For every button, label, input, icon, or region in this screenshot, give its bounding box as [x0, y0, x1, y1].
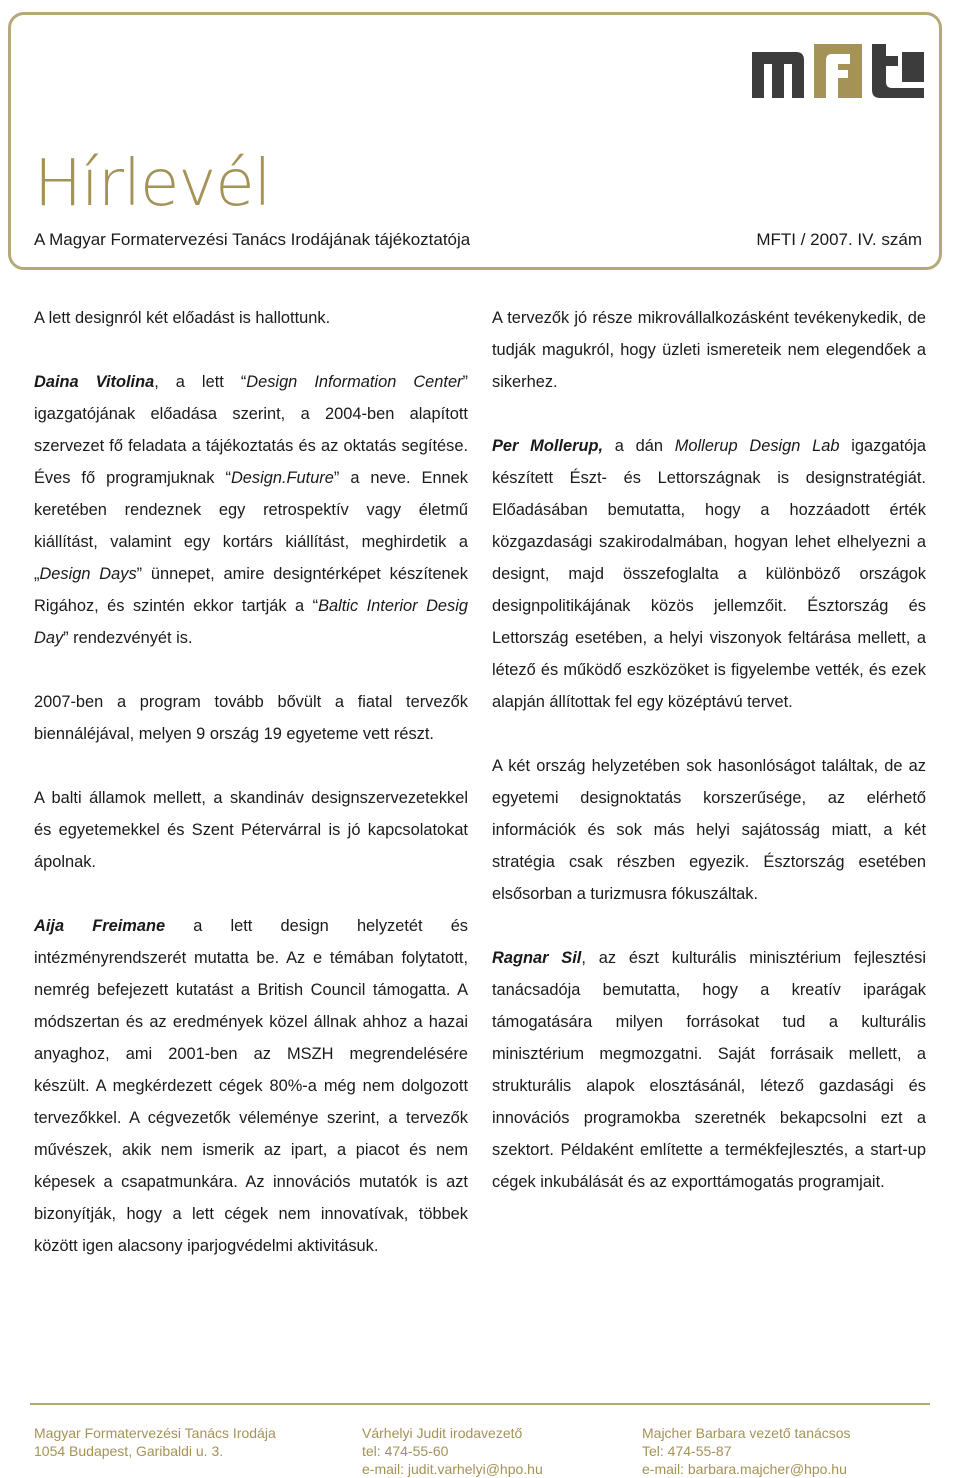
left-column [34, 302, 468, 1294]
emphasis-text: Design Days [39, 565, 137, 583]
mft-logo [752, 44, 924, 98]
newsletter-title: Hírlevél [34, 147, 271, 221]
footer-contact-2 [642, 1424, 851, 1478]
emphasis-text: Design.Future [230, 469, 334, 487]
footer-office-name: Magyar Formatervezési Tanács Irodája [34, 1425, 276, 1441]
body-text: a dán [603, 437, 675, 455]
logo-letter-m [752, 52, 804, 98]
footer-office [34, 1424, 276, 1460]
body-text: igazgatója készített Észt- és Lettországnak is designstratégiát. Előadásában bemutatta, hogy a hozzáadott érték közgazdasági szakirodalmában, hogyan lehet elhelyezni a designt, majd összefoglalta a különböző országok designpolitikájának közös jellemzőit. Észtország és Lettország esetében, a helyi viszonyok feltárása mellett, a létező és működő eszközöket is figyelembe vették, és ezek alapján állítottak fel egy középtávú tervet. [492, 437, 926, 711]
emphasis-text: Ragnar Sil [492, 949, 582, 967]
emphasis-text: Daina Vitolina [34, 373, 155, 391]
body-text: 2007-ben a program tovább bővült a fiatal tervezők biennáléjával, melyen 9 ország 19 egyeteme vett részt. [34, 693, 468, 743]
emphasis-text: Mollerup Design Lab [674, 437, 840, 455]
body-text: A balti államok mellett, a skandináv designszervezetekkel és egyetemekkel és Szent Pétervárral is jó kapcsolatokat ápolnak. [34, 789, 468, 871]
footer-contact-1-phone: tel: 474-55-60 [362, 1443, 449, 1459]
footer-contact-2-name: Majcher Barbara vezető tanácsos [642, 1425, 851, 1441]
issue-number: MFTI / 2007. IV. szám [756, 230, 922, 249]
footer-office-address: 1054 Budapest, Garibaldi u. 3. [34, 1443, 224, 1459]
body-text: , az észt kulturális minisztérium fejlesztési tanácsadója bemutatta, hogy a kreatív iparágak támogatására milyen forrásokat tud a kulturális minisztérium megmozgatni. Saját forrásaik mellett, a strukturális alapok elosztásánál, létező gazdasági és innovációs programokba szeretnék bekapcsolni ezt a szektort. Példaként említette a termékfejlesztés, a start-up cégek inkubálását és az exporttámogatás programjait. [492, 949, 926, 1191]
paragraph [34, 686, 468, 750]
paragraph [492, 302, 926, 398]
body-text: a lett design helyzetét és intézményrendszerét mutatta be. Az e témában folytatott, nemrég befejezett kutatást a British Council támogatta. A módszertan és az eredmények közel állnak ahhoz a hazai anyaghoz, ami 2001-ben az MSZH megrendelésére készült. A megkérdezett cégek 80%-a még nem dolgozott tervezőkkel. A cégvezetők véleménye szerint, a tervezők művészek, akik nem ismerik az ipart, a piacot és nem képesek a csapatmunkára. Az innovációs mutatók is azt bizonyítják, hogy a lett cégek nem innovatívak, többek között igen alacsony iparjogvédelmi aktivitásuk. [34, 917, 468, 1255]
body-text: ” a neve. Ennek keretében rendeznek egy retrospektív vagy életmű kiállítást, valamint egy kortárs kiállítást, meghirdetik a „ [34, 469, 468, 583]
footer-contact-2-email[interactable]: e-mail: barbara.majcher@hpo.hu [642, 1461, 847, 1477]
paragraph [34, 302, 468, 334]
footer-contact-1-name: Várhelyi Judit irodavezető [362, 1425, 523, 1441]
right-column [492, 302, 926, 1230]
body-text: , a lett “ [154, 373, 247, 391]
footer-contact-1-email[interactable]: e-mail: judit.varhelyi@hpo.hu [362, 1461, 543, 1477]
footer-contact-1 [362, 1424, 543, 1478]
body-text: ” ünnepet, amire designtérképet készítenek Rigához, és szintén ekkor tartják a “ [34, 565, 468, 615]
emphasis-text: Per Mollerup, [492, 437, 604, 455]
emphasis-text: Design Information Center [246, 373, 463, 391]
body-text: A két ország helyzetében sok hasonlóságot találtak, de az egyetemi designoktatás korszerűsége, az elérhető információk és sok más helyi sajátosság miatt, a két stratégia csak részben egyezik. Észtország esetében elsősorban a turizmusra fókuszáltak. [492, 757, 926, 903]
emphasis-text: Aija Freimane [34, 917, 166, 935]
emphasis-text: Baltic Interior Desig Day [34, 597, 469, 647]
footer-divider [30, 1403, 930, 1405]
paragraph [34, 910, 468, 1262]
paragraph [492, 942, 926, 1198]
paragraph [34, 782, 468, 878]
newsletter-subtitle: A Magyar Formatervezési Tanács Irodájának tájékoztatója [34, 230, 471, 249]
body-text: ” igazgatójának előadása szerint, a 2004-ben alapított szervezet fő feladata a tájékoztatás és az oktatás segítése. Éves fő programjuknak “ [34, 373, 468, 487]
paragraph [34, 366, 468, 654]
body-text: A tervezők jó része mikrovállalkozásként tevékenykedik, de tudják magukról, hogy üzleti ismereteik nem elegendőek a sikerhez. [492, 309, 926, 391]
body-text: A lett designról két előadást is hallottunk. [34, 309, 331, 327]
body-text: ” rendezvényét is. [63, 629, 193, 647]
footer-contact-2-phone: Tel: 474-55-87 [642, 1443, 732, 1459]
paragraph [492, 430, 926, 718]
paragraph [492, 750, 926, 910]
